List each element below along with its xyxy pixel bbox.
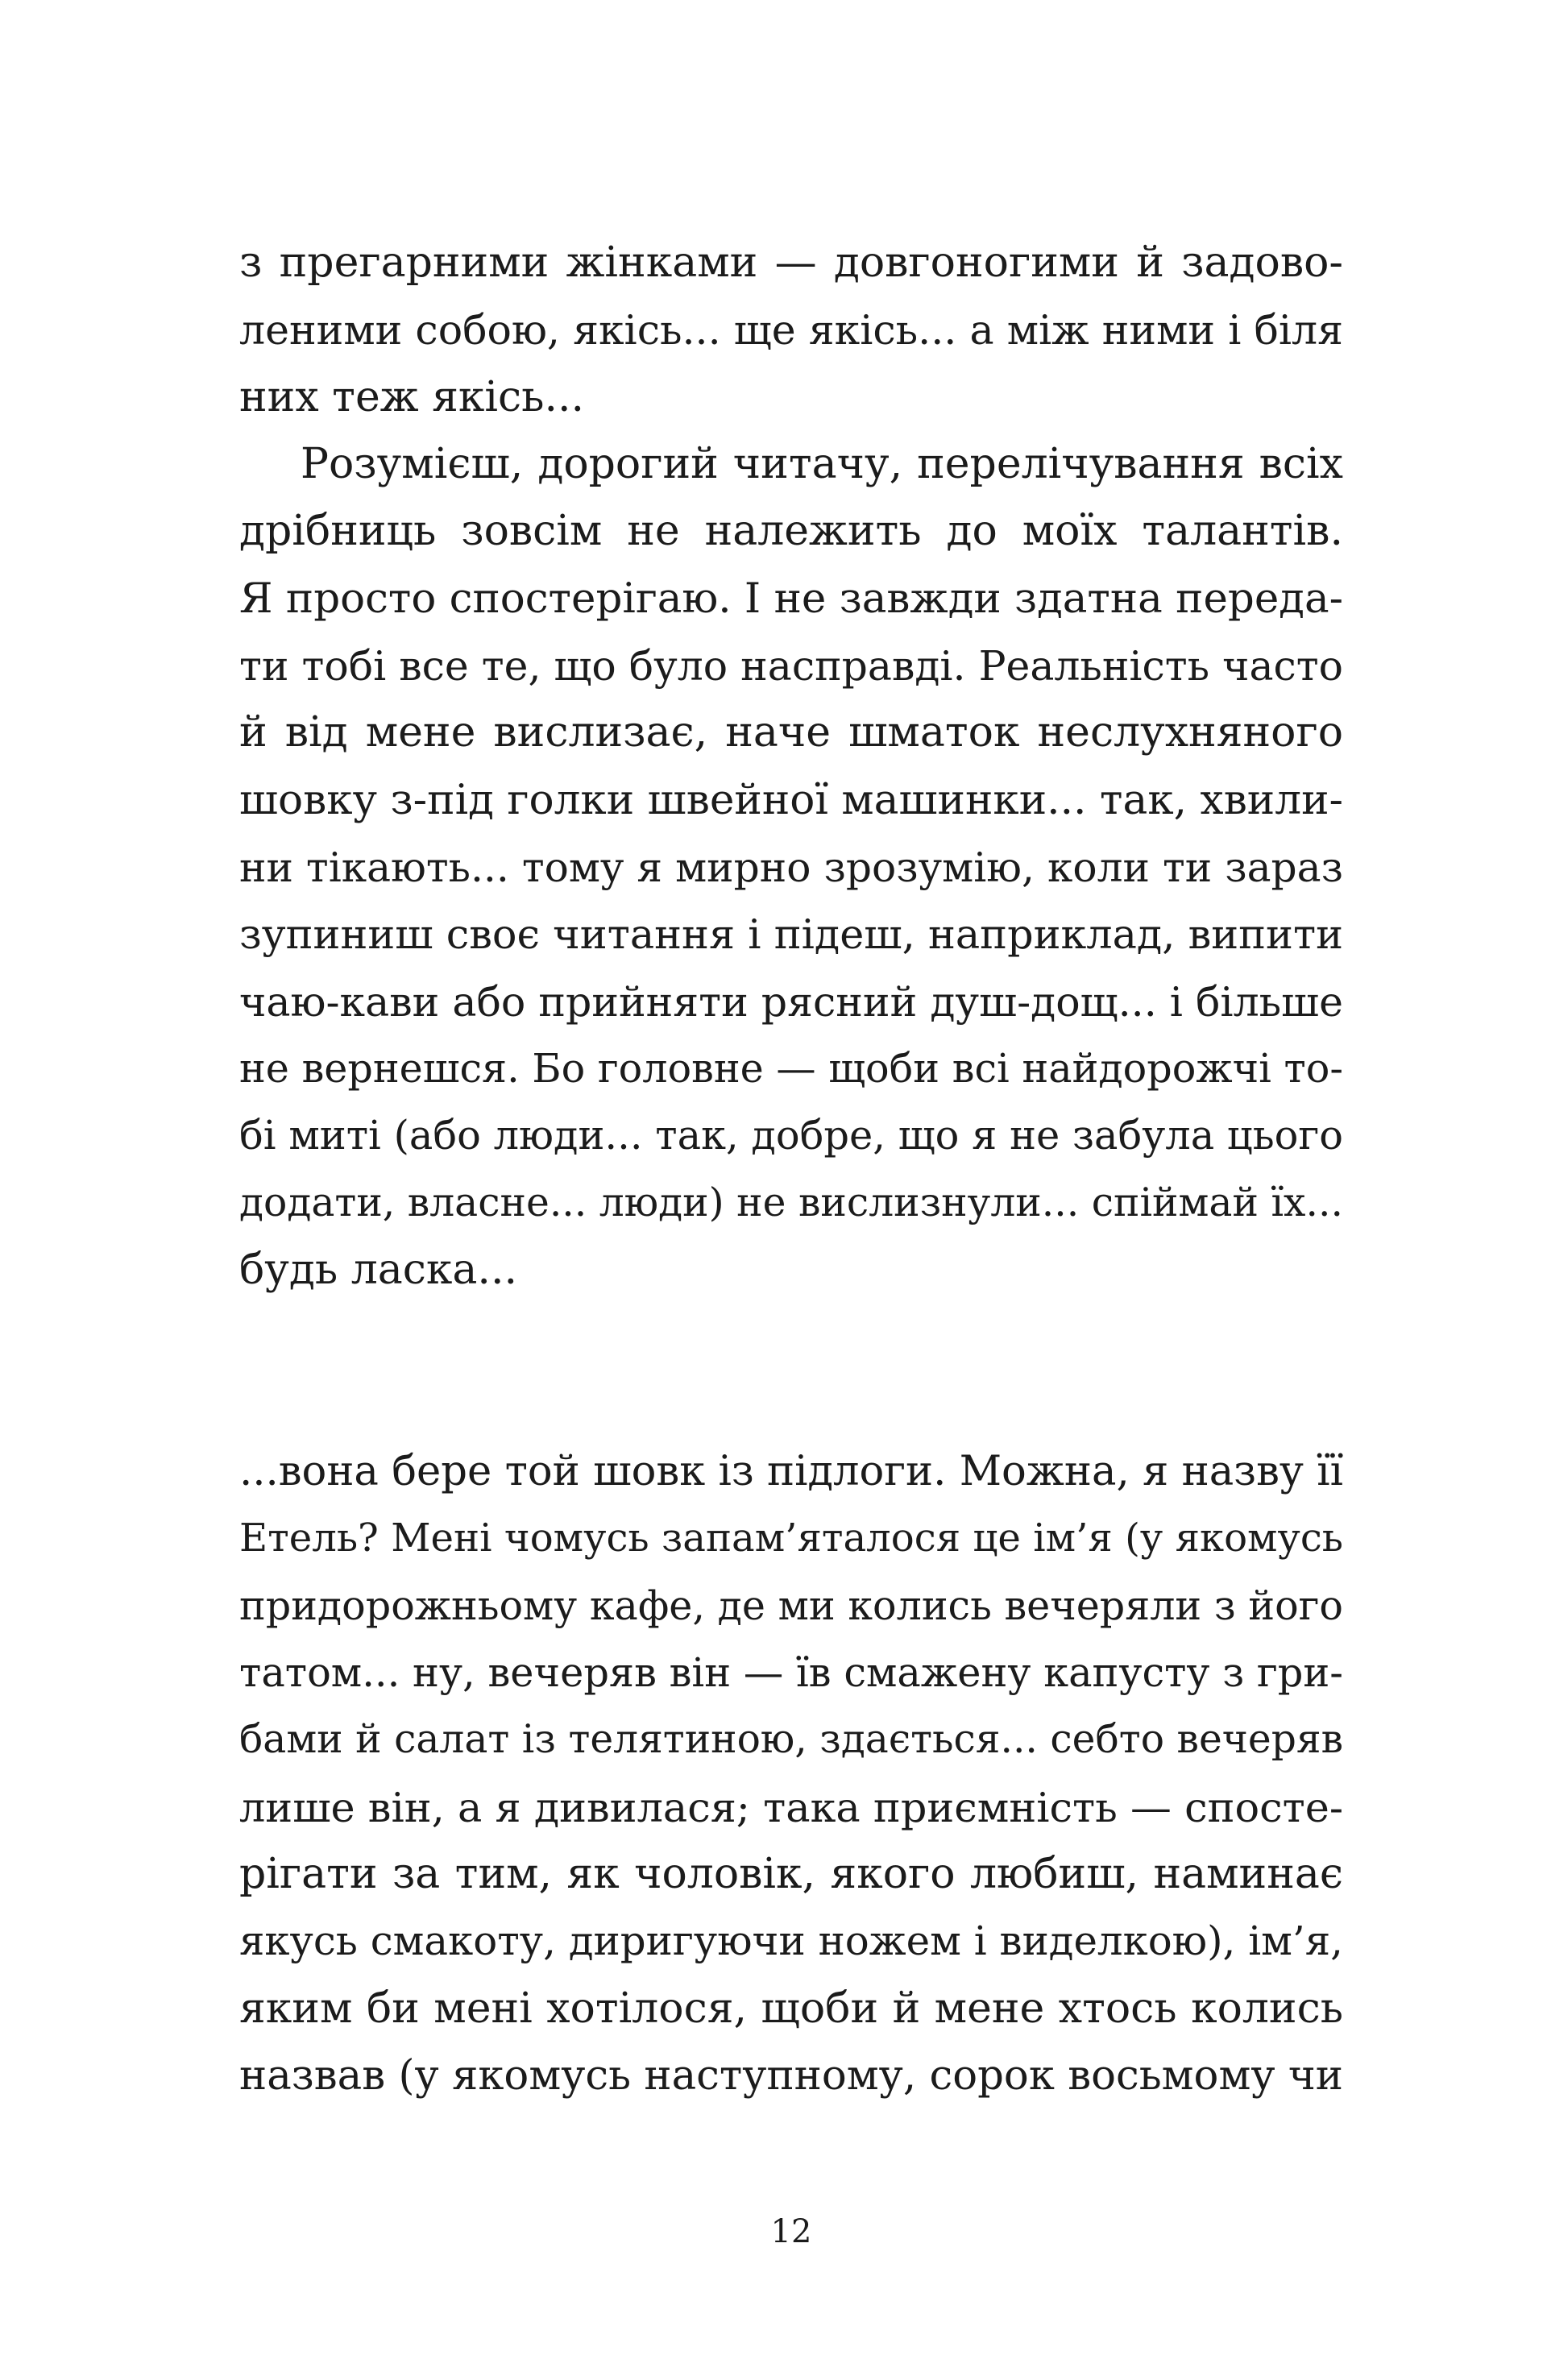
text-line: Я просто спостерігаю. І не завжди здатна переда- <box>239 574 1343 623</box>
text-line: ти тобі все те, що було насправді. Реальність часто <box>239 641 1343 690</box>
text-line: лише він, а я дивилася; така приємність — спосте- <box>239 1783 1343 1831</box>
text-line: додати, власне... люди) не вислизнули... спіймай їх... <box>239 1180 1343 1225</box>
text-line: яким би мені хотілося, щоби й мене хтось колись <box>239 1984 1343 2033</box>
text-line: й від мене вислизає, наче шматок неслухняного <box>239 708 1343 757</box>
text-section-2 <box>239 1438 1343 2109</box>
text-line: будь ласка... <box>239 1245 518 1294</box>
text-line: дрібниць зовсім не належить до моїх талантів. <box>239 507 1343 556</box>
text-line: придорожньому кафе, де ми колись вечеряли з його <box>239 1582 1343 1629</box>
text-line: не вернешся. Бо головне — щоби всі найдорожчі то- <box>239 1044 1343 1092</box>
text-line: шовку з-під голки швейної машинки... так, хвили- <box>239 775 1343 824</box>
text-line: з прегарними жінками — довгоногими й задово- <box>239 238 1343 287</box>
text-line: рігати за тим, як чоловік, якого любиш, наминає <box>239 1849 1343 1898</box>
text-section-1 <box>239 230 1343 1304</box>
text-line: зупиниш своє читання і підеш, наприклад, випити <box>239 910 1343 959</box>
text-line-section-start: ...вона бере той шовк із підлоги. Можна, я назву її <box>239 1448 1343 1495</box>
text-line: назвав (у якомусь наступному, сорок восьмому чи <box>239 2050 1343 2100</box>
text-line: бами й салат із телятиною, здається... себто вечеряв <box>239 1717 1343 1763</box>
text-line: татом... ну, вечеряв він — їв смажену капусту з гри- <box>239 1648 1343 1696</box>
text-line: якусь смакоту, диригуючи ножем і виделкою), ім’я, <box>239 1918 1343 1965</box>
text-line: леними собою, якісь... ще якісь... а між ними і біля <box>239 306 1343 355</box>
text-line: бі миті (або люди... так, добре, що я не забула цього <box>239 1112 1343 1159</box>
text-line: них теж якісь... <box>239 372 585 421</box>
text-line: Етель? Мені чомусь запам’яталося це ім’я (у якомусь <box>239 1515 1343 1561</box>
text-line-paragraph-start: Розумієш, дорогий читачу, перелічування всіх <box>301 439 1343 488</box>
page-number: 12 <box>770 2213 812 2250</box>
text-line: ни тікають... тому я мирно зрозумію, коли ти зараз <box>239 843 1343 891</box>
text-line: чаю-кави або прийняти рясний душ-дощ... і більше <box>239 977 1343 1026</box>
